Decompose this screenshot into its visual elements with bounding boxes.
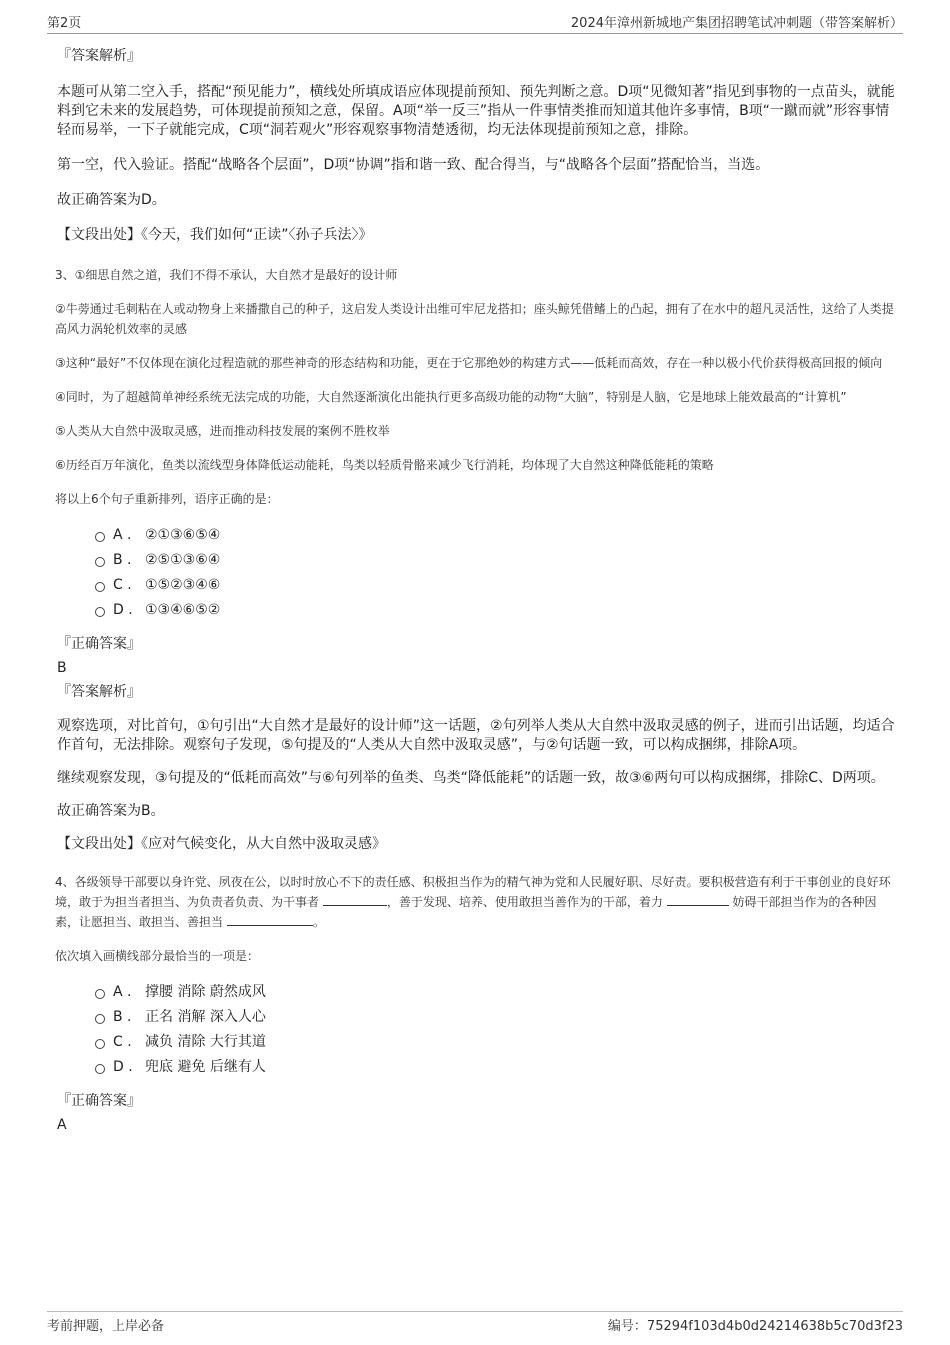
q2-analysis-p2: 第一空，代入验证。搭配“战略各个层面”，D项“协调”指和谐一致、配合得当，与“战略各个层面”搭配恰当，当选。 [57,157,770,173]
footer-slogan: 考前押题，上岸必备 [47,1319,165,1334]
option-letter: D . [113,1059,133,1075]
option-letter: C . [113,577,132,593]
q3-option-b[interactable] [95,548,900,573]
radio-icon[interactable] [95,607,105,617]
option-text: 减负 清除 大行其道 [145,1034,266,1050]
radio-icon[interactable] [95,557,105,567]
document-code: 编号：75294f103d4b0d24214638b5c70d3f23 [607,1319,903,1334]
q4-stem [55,872,900,932]
radio-icon[interactable] [95,1064,105,1074]
option-letter: C . [113,1034,132,1050]
q3-sentence-4: ④同时，为了超越简单神经系统无法完成的功能，大自然逐渐演化出能执行更多高级功能的动物“大脑”，特别是人脑，它是地球上能效最高的“计算机” [55,390,847,404]
q4-prompt: 依次填入画横线部分最恰当的一项是： [55,949,260,963]
q4-option-b[interactable] [95,1005,900,1030]
q3-option-a[interactable] [95,523,900,548]
q4-stem-part-3: 妨碍干部担当作为的各种因素，让愿担当、敢担当、善担当 [55,895,877,929]
q3-sentence-3: ③这种“最好”不仅体现在演化过程造就的那些神奇的形态结构和功能，更在于它那绝妙的构建方式——低耗而高效，存在一种以极小代价获得极高回报的倾向 [55,356,883,370]
q2-source: 【文段出处】《今天，我们如何“正读”〈孙子兵法〉》 [57,227,373,243]
footer-divider [47,1311,903,1312]
q3-source: 【文段出处】《应对气候变化，从大自然中汲取灵感》 [57,836,386,852]
q3-sentence-2: ②牛蒡通过毛刺粘在人或动物身上来播撒自己的种子，这启发人类设计出维可牢尼龙搭扣；座头鲸凭借鳍上的凸起，拥有了在水中的超凡灵活性，这给了人类提高风力涡轮机效率的灵感 [55,302,894,336]
q3-options [95,523,900,623]
q3-option-d[interactable] [95,598,900,623]
q3-analysis-p3: 故正确答案为B。 [57,803,165,819]
option-text: ①⑤②③④⑥ [145,577,221,593]
q3-option-c[interactable] [95,573,900,598]
option-text: ①③④⑥⑤② [145,602,221,618]
radio-icon[interactable] [95,989,105,999]
blank-2 [667,893,729,906]
blank-3 [227,913,313,926]
q3-analysis-p1: 观察选项，对比首句，①句引出“大自然才是最好的设计师”这一话题，②句列举人类从大自然中汲取灵感的例子，进而引出话题，均适合作首句，无法排除。观察句子发现，⑤句提及的“人类从大自然中汲取灵感”，与②句话题一致，可以构成捆绑，排除A项。 [57,718,895,753]
header-divider [47,33,903,34]
option-letter: A . [113,527,132,543]
document-body [55,47,900,1140]
q2-analysis-p3: 故正确答案为D。 [57,192,166,208]
q4-stem-part-4: 。 [312,915,325,929]
page-number: 第2页 [47,16,82,31]
document-title: 2024年漳州新城地产集团招聘笔试冲刺题（带答案解析） [570,16,903,31]
option-letter: B . [113,1009,132,1025]
q3-prompt: 将以上6个句子重新排列，语序正确的是： [55,492,279,506]
q4-options [95,980,900,1080]
q4-answer-label: 『正确答案』 [57,1093,141,1109]
option-text: 撑腰 消除 蔚然成风 [145,984,266,1000]
q3-analysis-p2: 继续观察发现，③句提及的“低耗而高效”与⑥句列举的鱼类、鸟类“降低能耗”的话题一致，故③⑥两句可以构成捆绑，排除C、D两项。 [57,770,885,786]
q4-stem-part-1: 4、各级领导干部要以身许党、夙夜在公，以时时放心不下的责任感、积极担当作为的精气神为党和人民履好职、尽好责。要积极营造有利于干事创业的良好环境，敢于为担当者担当、为负责者负责、为干事者 [55,875,891,909]
q2-analysis-p1: 本题可从第二空入手，搭配“预见能力”，横线处所填成语应体现提前预知、预先判断之意。D项“见微知著”指见到事物的一点苗头，就能料到它未来的发展趋势，可体现提前预知之意，保留。A项“举一反三”指从一件事情类推而知道其他许多事情，B项“一蹴而就”形容事情轻而易举，一下子就能完成，C项“洞若观火”形容观察事物清楚透彻，均无法体现提前预知之意，排除。 [57,84,895,138]
radio-icon[interactable] [95,1014,105,1024]
q4-option-d[interactable] [95,1055,900,1080]
option-text: ②①③⑥⑤④ [145,527,221,543]
q4-option-a[interactable] [95,980,900,1005]
option-text: ②⑤①③⑥④ [145,552,221,568]
q4-answer: A [57,1117,67,1133]
q3-answer: B [57,660,67,676]
option-letter: A . [113,984,132,1000]
option-letter: B . [113,552,132,568]
q3-sentence-6: ⑥历经百万年演化，鱼类以流线型身体降低运动能耗，鸟类以轻质骨骼来减少飞行消耗，均体现了大自然这种降低能耗的策略 [55,458,714,472]
q4-stem-part-2: ，善于发现、培养、使用敢担当善作为的干部，着力 [386,895,663,909]
blank-1 [323,893,387,906]
q3-sentence-1: 3、①细思自然之道，我们不得不承认，大自然才是最好的设计师 [55,268,398,282]
q3-sentence-5: ⑤人类从大自然中汲取灵感，进而推动科技发展的案例不胜枚举 [55,424,390,438]
q3-analysis-label: 『答案解析』 [57,684,141,700]
radio-icon[interactable] [95,532,105,542]
radio-icon[interactable] [95,582,105,592]
q4-option-c[interactable] [95,1030,900,1055]
option-text: 兜底 避免 后继有人 [145,1059,266,1075]
option-letter: D . [113,602,133,618]
q3-answer-label: 『正确答案』 [57,636,141,652]
radio-icon[interactable] [95,1039,105,1049]
page-header [47,12,903,32]
option-text: 正名 消解 深入人心 [145,1009,266,1025]
q2-analysis-label: 『答案解析』 [57,48,141,64]
